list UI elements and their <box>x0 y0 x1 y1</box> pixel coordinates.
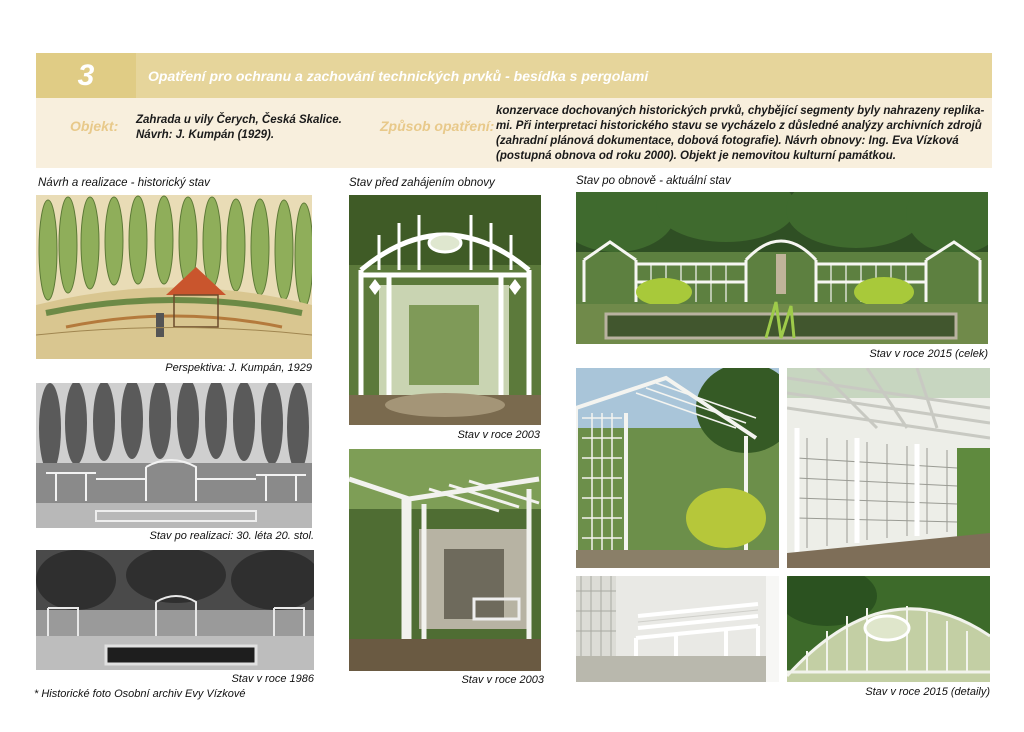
caption-1986: Stav v roce 1986 <box>231 673 314 685</box>
caption-after-realization: Stav po realizaci: 30. léta 20. stol. <box>149 530 314 542</box>
historic-heading: Návrh a realizace - historický stav <box>38 177 210 189</box>
before-heading: Stav před zahájením obnovy <box>349 177 495 189</box>
caption-2003-b: Stav v roce 2003 <box>461 674 544 686</box>
method-text <box>496 104 986 164</box>
photo-2015-pavilion <box>576 368 779 568</box>
photo-2015-pergola-interior <box>787 368 990 568</box>
method-line: konzervace dochovaných historických prvků, chybějící segmenty byly nahrazeny replika- <box>496 105 985 117</box>
caption-perspective: Perspektiva: J. Kumpán, 1929 <box>165 362 312 374</box>
footnote: * Historické foto Osobní archiv Evy Vízkové <box>34 688 246 700</box>
perspective-drawing <box>36 195 312 359</box>
photo-2015-whole <box>576 192 988 344</box>
object-text <box>136 113 342 143</box>
photo-1986 <box>36 550 314 670</box>
object-line: Zahrada u vily Čerych, Česká Skalice. <box>136 114 342 126</box>
method-label: Způsob opatření: <box>380 118 495 134</box>
method-line: (postupná obnova od roku 2000). Objekt je nemovitou kulturní památkou. <box>496 150 896 162</box>
photo-2003-pergola <box>349 449 541 671</box>
photo-after-realization <box>36 383 312 528</box>
method-line: (zahradní plánová dokumentace, dobová fotografie). Návrh obnovy: Ing. Eva Vízková <box>496 135 959 147</box>
after-heading: Stav po obnově - aktuální stav <box>576 175 731 187</box>
section-title: Opatření pro ochranu a zachování technických prvků - besídka s pergolami <box>148 67 649 84</box>
section-number: 3 <box>36 53 136 98</box>
method-line: mi. Při interpretaci historického stavu se vycházelo z důsledné analýzy archivních zdrojů <box>496 120 982 132</box>
object-label: Objekt: <box>70 118 119 134</box>
photo-2015-bench <box>576 576 779 682</box>
object-line: Návrh: J. Kumpán (1929). <box>136 129 275 141</box>
caption-2015-details: Stav v roce 2015 (detaily) <box>865 686 990 698</box>
caption-2015-whole: Stav v roce 2015 (celek) <box>869 348 988 360</box>
photo-2015-gable-detail <box>787 576 990 682</box>
photo-2003-arbor <box>349 195 541 425</box>
caption-2003-a: Stav v roce 2003 <box>457 429 540 441</box>
